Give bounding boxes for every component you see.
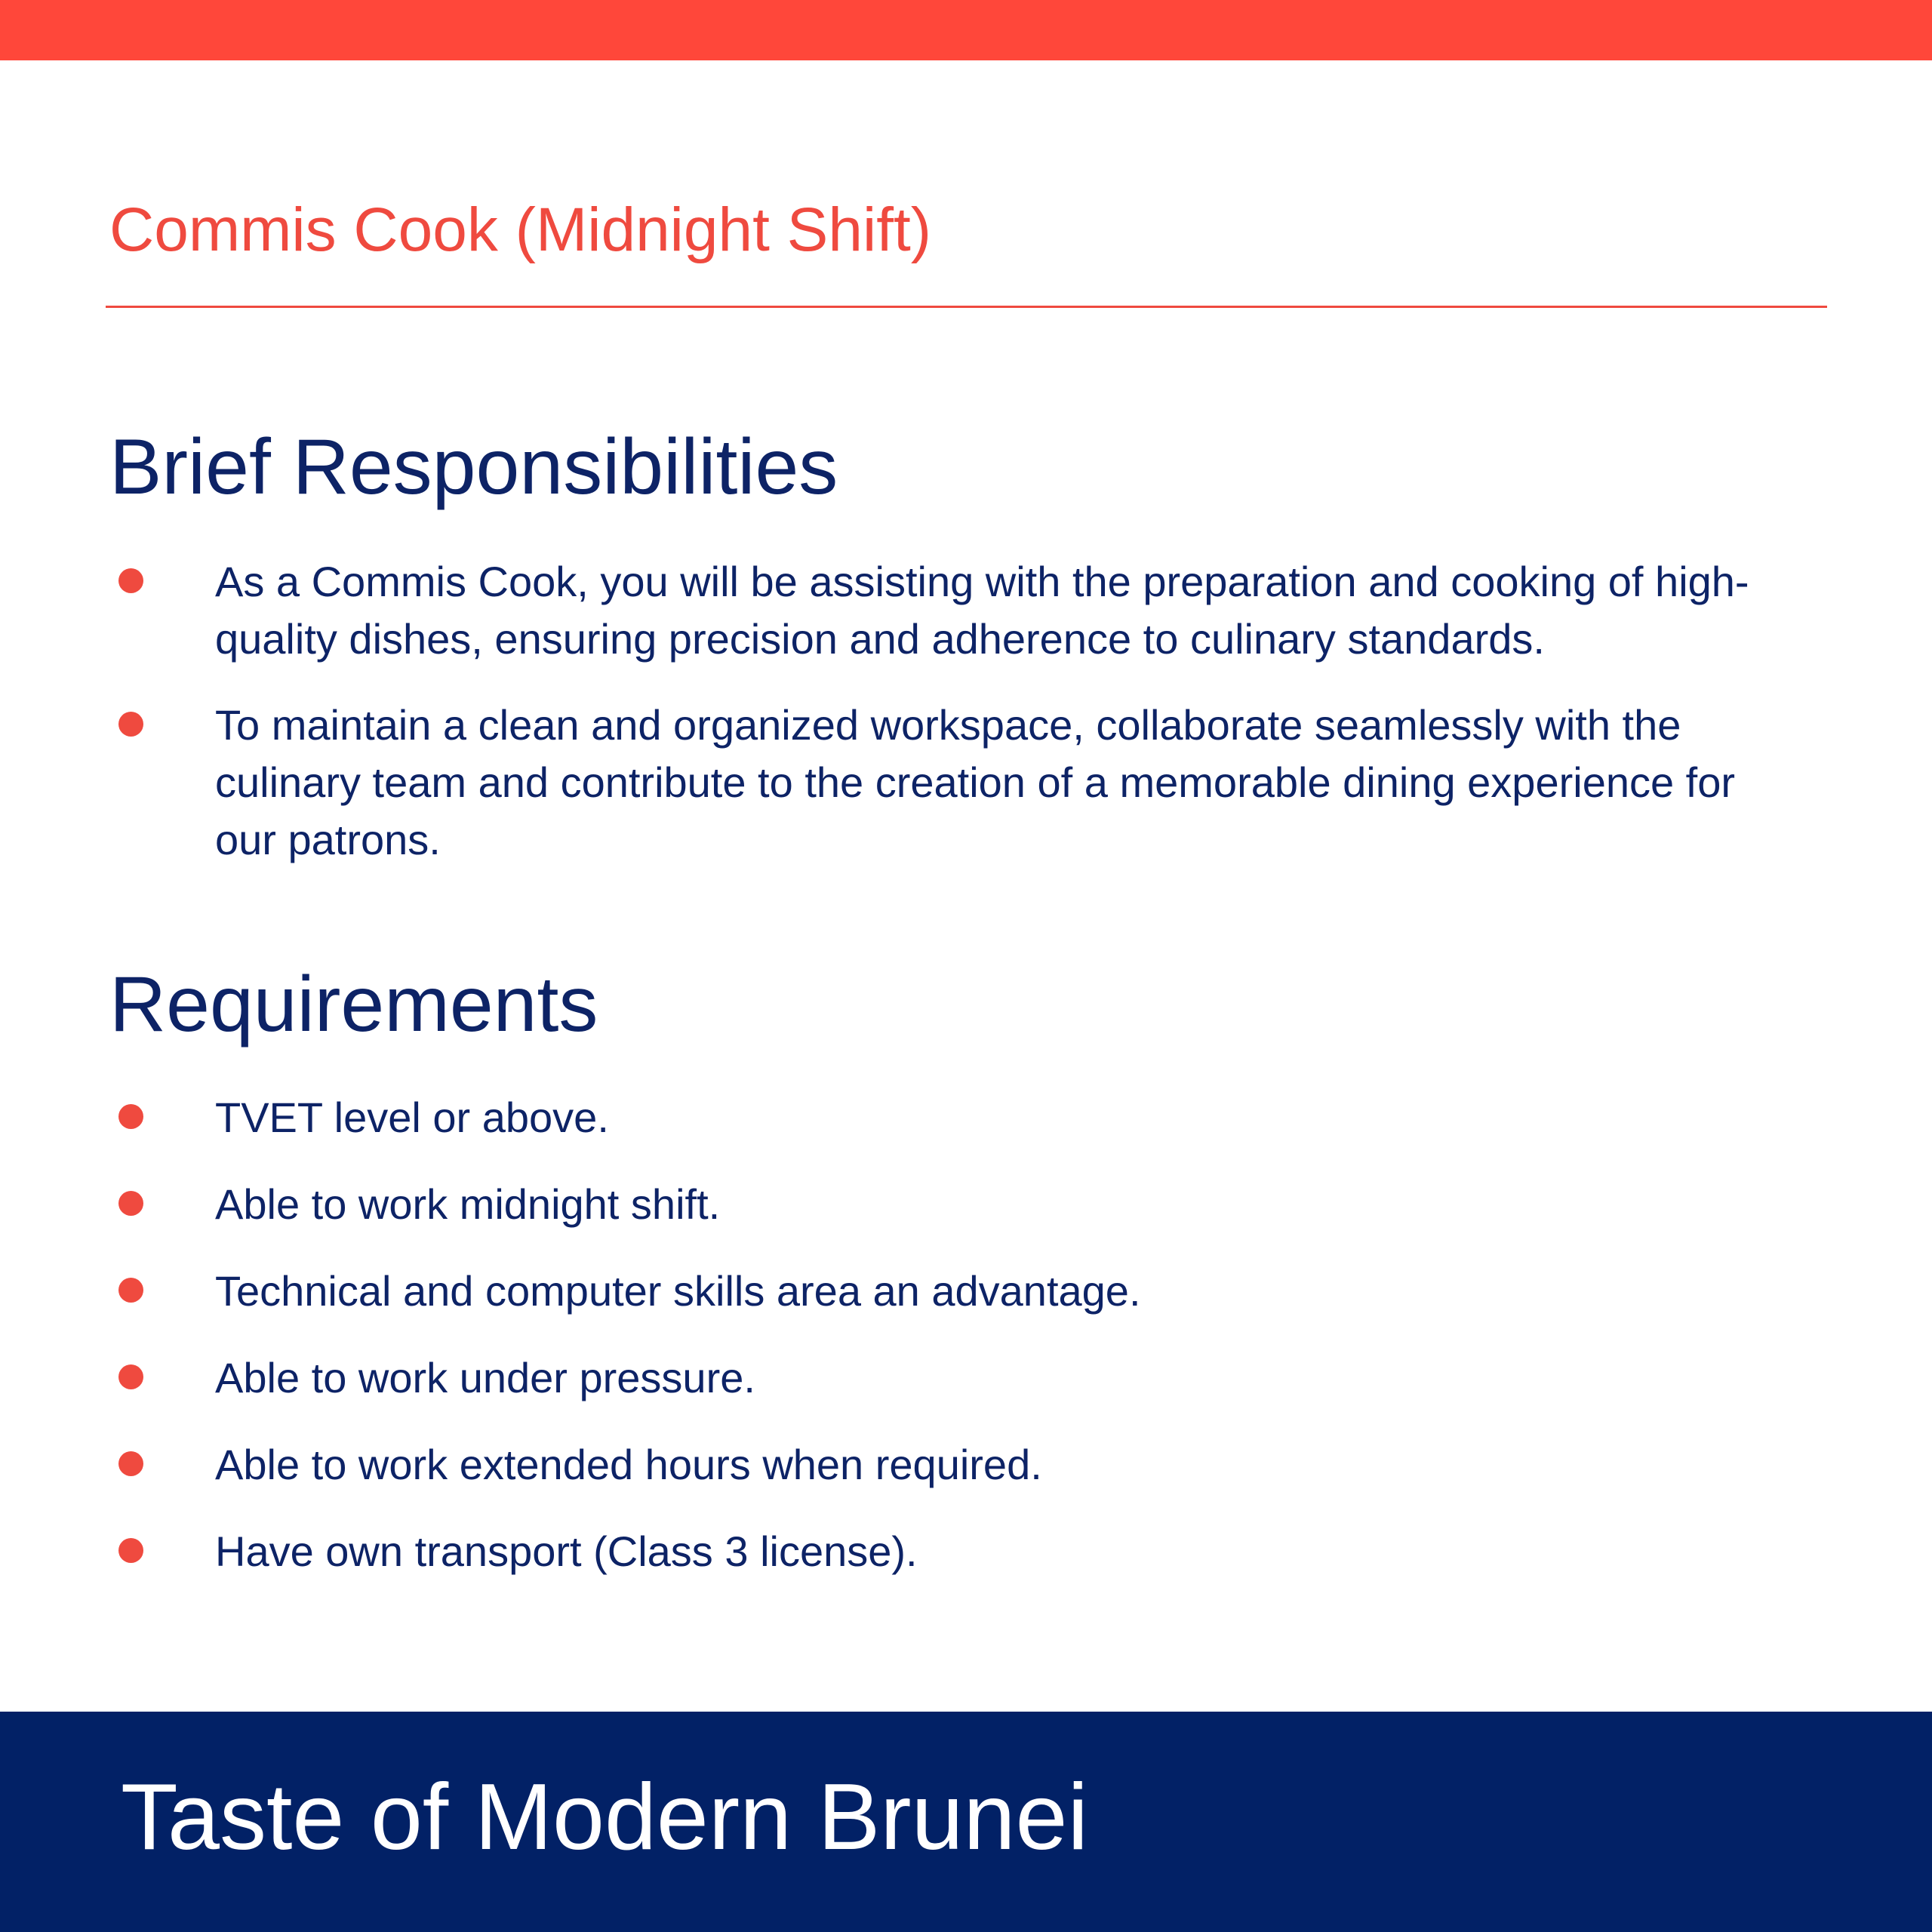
requirement-text: Able to work midnight shift. bbox=[215, 1180, 721, 1228]
requirement-text: Able to work extended hours when required. bbox=[215, 1441, 1042, 1488]
responsibilities-list bbox=[109, 553, 1785, 897]
footer-tagline: Taste of Modern Brunei bbox=[121, 1765, 1089, 1869]
bullet-dot-icon bbox=[118, 568, 143, 593]
responsibility-text: To maintain a clean and organized workspace, collaborate seamlessly with the culinary team and contribute to the creation of a memorable dining experience for our patrons. bbox=[215, 701, 1736, 863]
bullet-dot-icon bbox=[118, 1278, 143, 1303]
responsibility-text: As a Commis Cook, you will be assisting with the preparation and cooking of high-quality dishes, ensuring precision and adherence to culinary standards. bbox=[215, 558, 1749, 663]
bullet-dot-icon bbox=[118, 1538, 143, 1563]
bullet-dot-icon bbox=[118, 1191, 143, 1216]
responsibilities-heading: Brief Responsibilities bbox=[109, 423, 838, 511]
bullet-dot-icon bbox=[118, 712, 143, 737]
requirement-text: Have own transport (Class 3 license). bbox=[215, 1527, 918, 1575]
requirement-item bbox=[109, 1349, 1785, 1407]
requirement-item bbox=[109, 1089, 1785, 1146]
job-title: Commis Cook (Midnight Shift) bbox=[109, 195, 932, 264]
requirement-item bbox=[109, 1263, 1785, 1320]
bullet-dot-icon bbox=[118, 1451, 143, 1476]
title-divider bbox=[106, 306, 1827, 308]
requirements-list bbox=[109, 1089, 1785, 1610]
requirement-item bbox=[109, 1436, 1785, 1494]
responsibility-item bbox=[109, 553, 1785, 668]
requirements-heading: Requirements bbox=[109, 961, 598, 1048]
requirement-item bbox=[109, 1523, 1785, 1580]
requirement-text: Technical and computer skills area an advantage. bbox=[215, 1267, 1141, 1315]
top-accent-bar bbox=[0, 0, 1932, 60]
bullet-dot-icon bbox=[118, 1104, 143, 1129]
responsibility-item bbox=[109, 697, 1785, 869]
requirement-item bbox=[109, 1176, 1785, 1233]
bullet-dot-icon bbox=[118, 1364, 143, 1389]
requirement-text: Able to work under pressure. bbox=[215, 1354, 755, 1401]
requirement-text: TVET level or above. bbox=[215, 1094, 609, 1141]
